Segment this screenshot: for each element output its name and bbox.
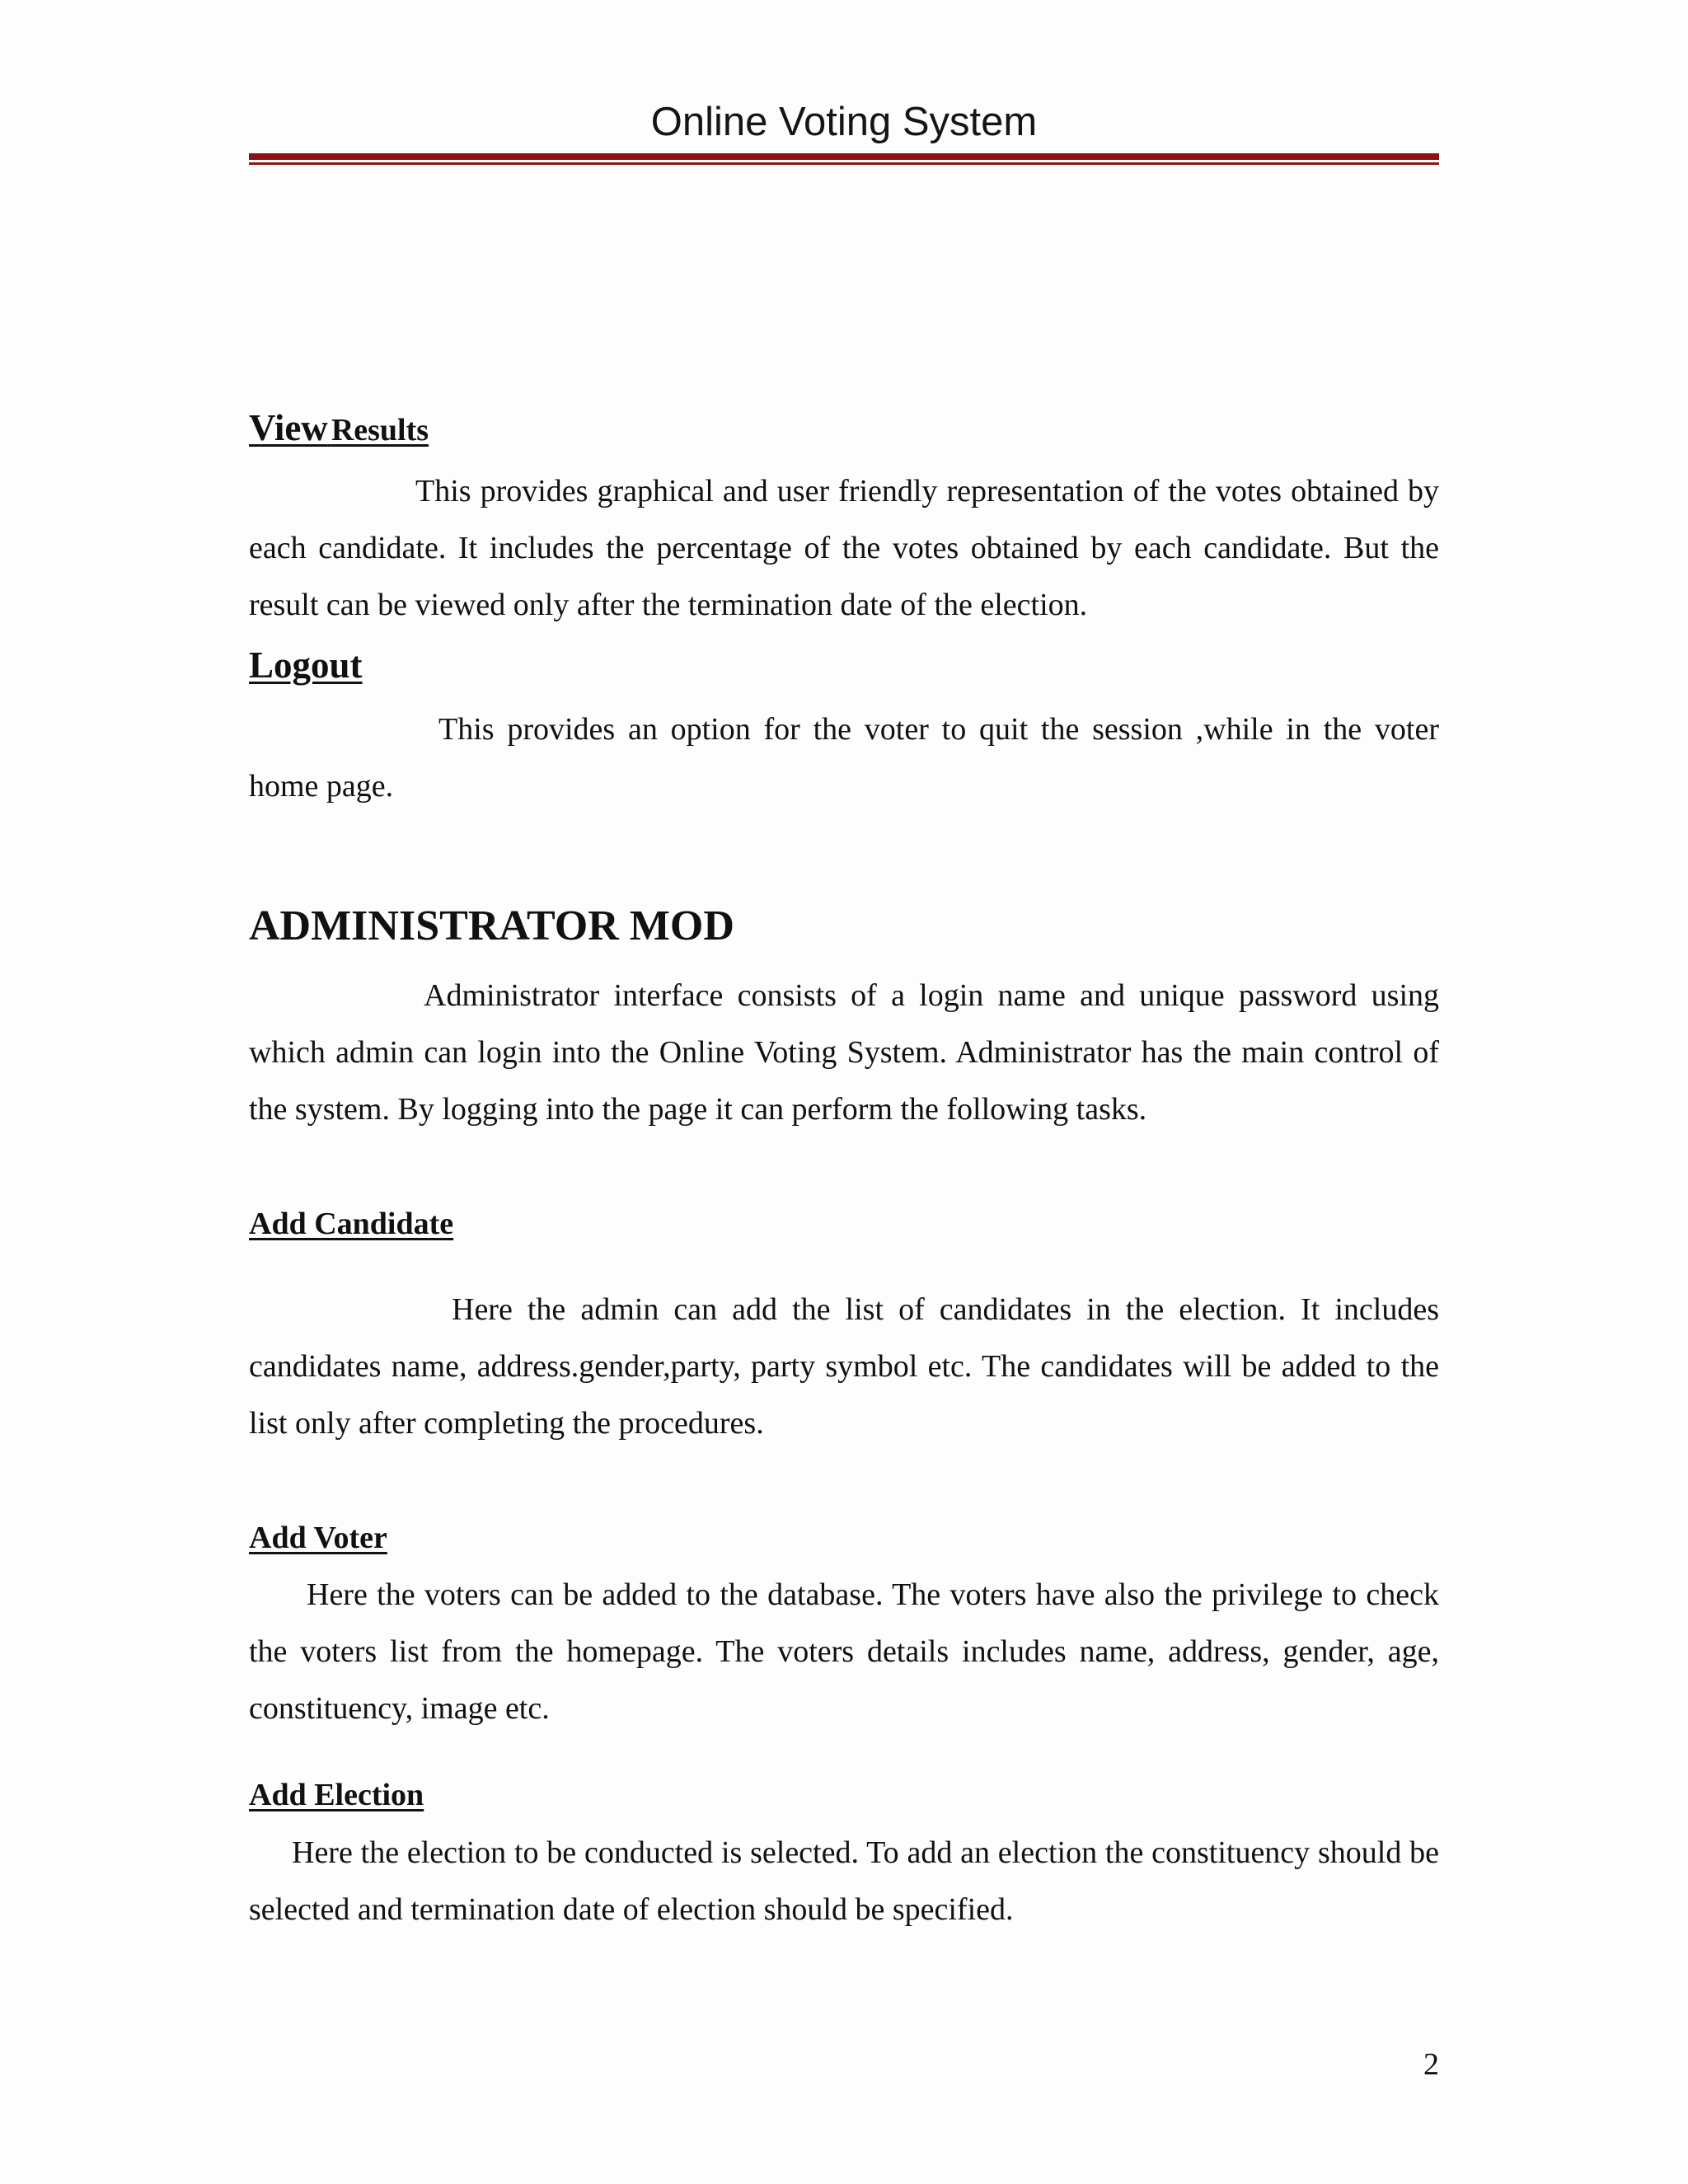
admin-module-text: Administrator interface consists of a login name and unique password using which admin can login into the Online Voting System. Administrator has the main control of the system. By logging into the page it can perform the following tasks. bbox=[249, 978, 1439, 1127]
add-candidate-text: Here the admin can add the list of candidates in the election. It includes candidates name, address.gender,party, party symbol etc. The candidates will be added to the list only after completing the procedures. bbox=[249, 1292, 1439, 1441]
header-rule-thin bbox=[249, 162, 1439, 165]
logout-heading: Logout bbox=[249, 644, 363, 686]
add-election-text: Here the election to be conducted is selected. To add an election the constituency should be selected and termination date of election should be specified. bbox=[249, 1835, 1439, 1927]
view-results-heading bbox=[249, 404, 429, 461]
add-candidate-heading: Add Candidate bbox=[249, 1207, 454, 1241]
page-header-title: Online Voting System bbox=[650, 100, 1038, 144]
add-voter-heading: Add Voter bbox=[249, 1521, 387, 1555]
add-voter-text: Here the voters can be added to the database. The voters have also the privilege to check the voters list from the homepage. The voters details includes name, address, gender, age, constituency, image etc. bbox=[249, 1577, 1439, 1726]
view-results-heading-second: Results bbox=[331, 413, 429, 448]
logout-text: This provides an option for the voter to quit the session ,while in the voter home page. bbox=[249, 712, 1439, 804]
add-election-heading: Add Election bbox=[249, 1778, 424, 1812]
header-rule-thick bbox=[249, 153, 1439, 160]
page-number: 2 bbox=[1423, 2047, 1439, 2082]
admin-module-heading: ADMINISTRATOR MOD bbox=[249, 902, 734, 949]
view-results-text: This provides graphical and user friendly representation of the votes obtained by each candidate. It includes the percentage of the votes obtained by each candidate. But the result can be viewed only after the termination date of the election. bbox=[249, 474, 1439, 622]
view-results-heading-first: View bbox=[249, 407, 328, 448]
